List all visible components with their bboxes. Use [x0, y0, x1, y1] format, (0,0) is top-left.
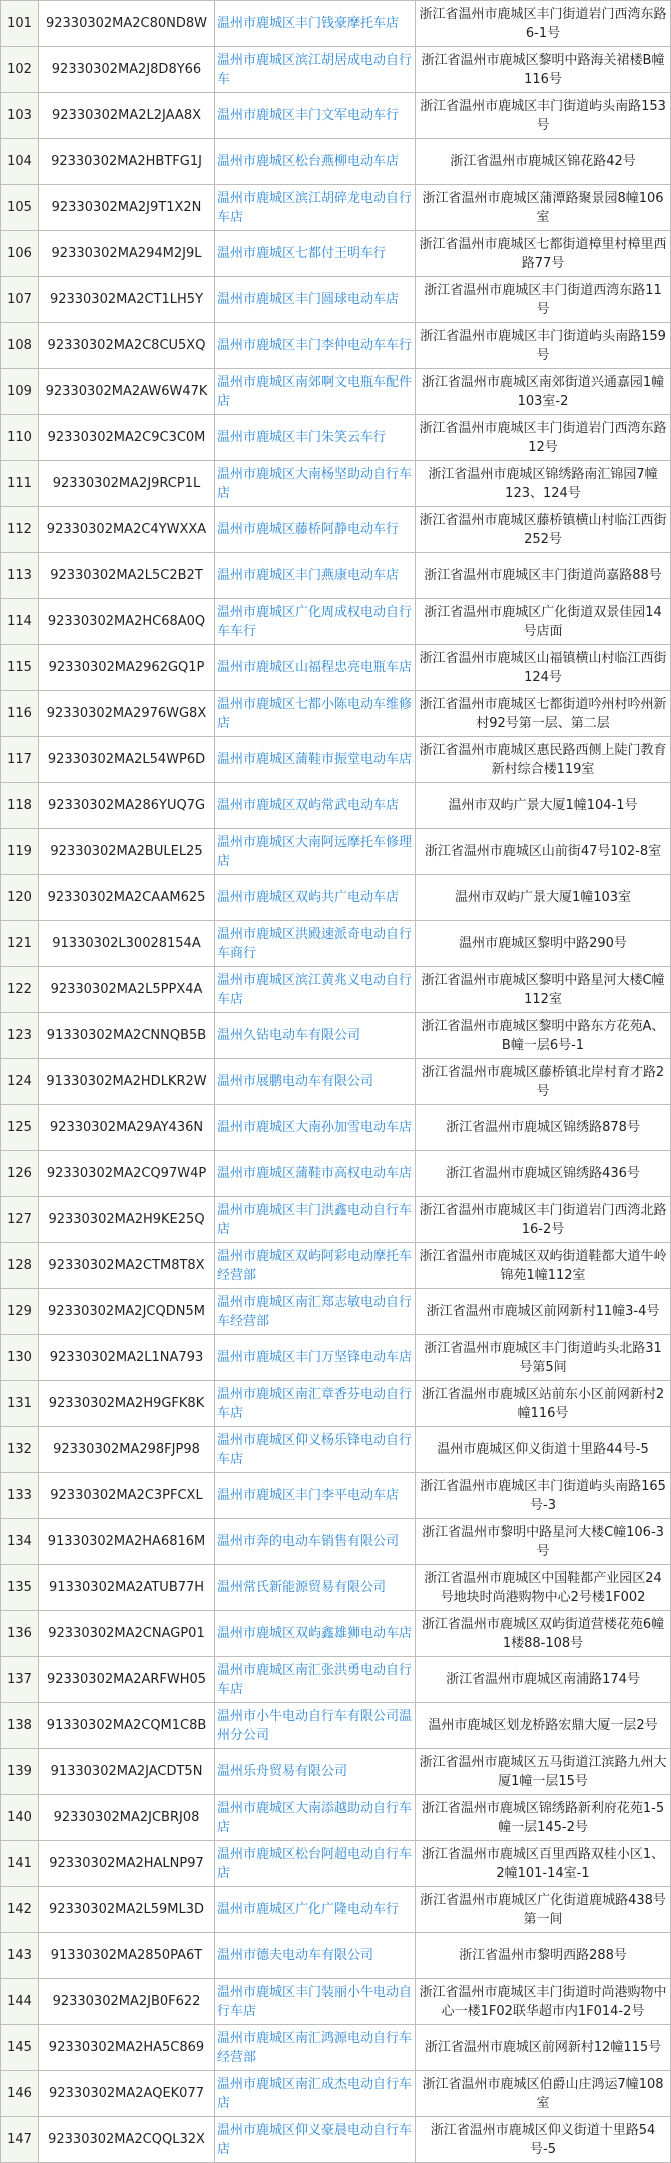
business-name-link[interactable]: 温州市鹿城区大南添越助动自行车店 [217, 1800, 413, 1835]
table-row [1, 1565, 671, 1611]
credit-code-cell: 92330302MA2C8CU5XQ [39, 323, 215, 369]
business-name-cell [215, 1887, 416, 1933]
credit-code-cell: 91330302MA2CNNQB5B [39, 1013, 215, 1059]
address-cell: 浙江省温州市鹿城区南浦路174号 [416, 1657, 671, 1703]
business-name-cell [215, 139, 416, 185]
business-name-link[interactable]: 温州市小牛电动自行车有限公司温州分公司 [217, 1708, 413, 1743]
address-cell: 浙江省温州市鹿城区山福镇横山村临江西街124号 [416, 645, 671, 691]
table-row [1, 1243, 671, 1289]
business-name-link[interactable]: 温州市鹿城区七都付王明车行 [217, 246, 387, 261]
business-name-cell [215, 1565, 416, 1611]
registry-table-body [1, 1, 671, 2163]
row-index: 140 [1, 1795, 39, 1841]
address-cell: 浙江省温州市鹿城区双屿街道鞋都大道牛岭锦苑1幢112室 [416, 1243, 671, 1289]
row-index: 104 [1, 139, 39, 185]
table-row [1, 1841, 671, 1887]
address-cell: 浙江省温州市鹿城区伯爵山庄鸿运7幢108室 [416, 2071, 671, 2117]
credit-code-cell: 92330302MA2HA5C869 [39, 2025, 215, 2071]
business-name-link[interactable]: 温州市鹿城区南汇鸿源电动自行车经营部 [217, 2030, 413, 2065]
credit-code-cell: 92330302MA2L54WP6D [39, 737, 215, 783]
row-index: 102 [1, 47, 39, 93]
table-row [1, 599, 671, 645]
credit-code-cell: 92330302MA2J8D8Y66 [39, 47, 215, 93]
business-name-link[interactable]: 温州市鹿城区丰门圆球电动车店 [217, 292, 400, 307]
business-name-link[interactable]: 温州市鹿城区蒲鞋市高权电动车店 [217, 1166, 413, 1181]
table-row [1, 2117, 671, 2163]
business-name-cell [215, 1289, 416, 1335]
table-row [1, 323, 671, 369]
table-row [1, 47, 671, 93]
business-name-cell [215, 1059, 416, 1105]
address-cell: 浙江省温州市鹿城区前网新村12幢115号 [416, 2025, 671, 2071]
row-index: 121 [1, 921, 39, 967]
row-index: 120 [1, 875, 39, 921]
row-index: 123 [1, 1013, 39, 1059]
business-name-link[interactable]: 温州市鹿城区大南阿远摩托车修理店 [217, 834, 413, 869]
address-cell: 浙江省温州市鹿城区藤桥镇北岸村育才路2号 [416, 1059, 671, 1105]
credit-code-cell: 92330302MA294M2J9L [39, 231, 215, 277]
credit-code-cell: 92330302MA2H9KE25Q [39, 1197, 215, 1243]
row-index: 144 [1, 1979, 39, 2025]
table-row [1, 1335, 671, 1381]
row-index: 101 [1, 1, 39, 47]
table-row [1, 967, 671, 1013]
row-index: 122 [1, 967, 39, 1013]
business-name-link[interactable]: 温州市德夫电动车有限公司 [217, 1948, 374, 1963]
credit-code-cell: 92330302MA2H9GFK8K [39, 1381, 215, 1427]
business-name-link[interactable]: 温州市鹿城区七都小陈电动车维修店 [217, 696, 413, 731]
table-row [1, 1933, 671, 1979]
business-name-cell [215, 415, 416, 461]
table-row [1, 2071, 671, 2117]
business-name-link[interactable]: 温州市鹿城区广化周成权电动自行车车行 [217, 604, 413, 639]
business-name-link[interactable]: 温州市鹿城区丰门燕康电动车店 [217, 568, 400, 583]
business-name-cell [215, 93, 416, 139]
business-name-link[interactable]: 温州市鹿城区大南杨坚助动自行车店 [217, 466, 413, 501]
row-index: 146 [1, 2071, 39, 2117]
business-name-link[interactable]: 温州市鹿城区滨江胡居成电动自行车 [217, 52, 413, 87]
business-name-cell [215, 921, 416, 967]
row-index: 112 [1, 507, 39, 553]
address-cell: 浙江省温州市鹿城区南郊街道兴通嘉园1幢103室-2 [416, 369, 671, 415]
row-index: 138 [1, 1703, 39, 1749]
business-name-cell [215, 783, 416, 829]
address-cell: 浙江省温州市鹿城区双屿街道营楼花苑6幢1楼88-108号 [416, 1611, 671, 1657]
credit-code-cell: 91330302MA2CQM1C8B [39, 1703, 215, 1749]
business-name-link[interactable]: 温州市鹿城区丰门李平电动车店 [217, 1488, 400, 1503]
credit-code-cell: 92330302MA2L2JAA8X [39, 93, 215, 139]
business-name-cell [215, 277, 416, 323]
business-name-cell [215, 1243, 416, 1289]
address-cell: 浙江省温州市鹿城区丰门街道屿头南路159号 [416, 323, 671, 369]
business-name-cell [215, 1749, 416, 1795]
table-row [1, 369, 671, 415]
credit-code-cell: 92330302MA29AY436N [39, 1105, 215, 1151]
business-name-cell [215, 1427, 416, 1473]
table-row [1, 2025, 671, 2071]
table-row [1, 1059, 671, 1105]
credit-code-cell: 92330302MA2CAAM625 [39, 875, 215, 921]
row-index: 141 [1, 1841, 39, 1887]
business-name-cell [215, 967, 416, 1013]
address-cell: 浙江省温州市鹿城区丰门街道屿头南路153号 [416, 93, 671, 139]
business-name-link[interactable]: 温州市鹿城区藤桥阿静电动车行 [217, 522, 400, 537]
business-name-cell [215, 691, 416, 737]
row-index: 103 [1, 93, 39, 139]
business-name-cell [215, 1611, 416, 1657]
business-name-cell [215, 645, 416, 691]
address-cell: 浙江省温州市鹿城区蒲潭路聚景园8幢106室 [416, 185, 671, 231]
credit-code-cell: 92330302MA2HBTFG1J [39, 139, 215, 185]
row-index: 127 [1, 1197, 39, 1243]
address-cell: 浙江省温州市鹿城区丰门街道岩门西湾东路12号 [416, 415, 671, 461]
table-row [1, 553, 671, 599]
table-row [1, 139, 671, 185]
row-index: 124 [1, 1059, 39, 1105]
table-row [1, 1887, 671, 1933]
row-index: 115 [1, 645, 39, 691]
business-name-link[interactable]: 温州市鹿城区丰门装丽小牛电动自行车店 [217, 1984, 413, 2019]
business-name-link[interactable]: 温州乐舟贸易有限公司 [217, 1764, 348, 1779]
credit-code-cell: 91330302MA2HA6816M [39, 1519, 215, 1565]
business-name-link[interactable]: 温州市鹿城区蒲鞋市振堂电动车店 [217, 752, 413, 767]
table-row [1, 1611, 671, 1657]
table-row [1, 231, 671, 277]
table-row [1, 921, 671, 967]
business-name-link[interactable]: 温州市奔的电动车销售有限公司 [217, 1534, 400, 1549]
address-cell: 浙江省温州市鹿城区广化街道鹿城路438号第一间 [416, 1887, 671, 1933]
table-row [1, 185, 671, 231]
business-name-link[interactable]: 温州市鹿城区广化广隆电动车行 [217, 1902, 400, 1917]
credit-code-cell: 92330302MA2BULEL25 [39, 829, 215, 875]
credit-code-cell: 92330302MA2J9T1X2N [39, 185, 215, 231]
business-name-cell [215, 1151, 416, 1197]
business-name-cell [215, 1657, 416, 1703]
business-name-link[interactable]: 温州市鹿城区仰义豪晨电动自行车店 [217, 2122, 413, 2157]
business-name-link[interactable]: 温州市鹿城区南汇张洪勇电动自行车店 [217, 1662, 413, 1697]
address-cell: 浙江省温州市鹿城区五马街道江滨路九州大厦1幢一层15号 [416, 1749, 671, 1795]
business-name-cell [215, 1105, 416, 1151]
row-index: 139 [1, 1749, 39, 1795]
business-name-link[interactable]: 温州市展鹏电动车有限公司 [217, 1074, 374, 1089]
business-name-link[interactable]: 温州市鹿城区大南孙加雪电动车店 [217, 1120, 413, 1135]
credit-code-cell: 92330302MA2C4YWXXA [39, 507, 215, 553]
business-name-cell [215, 599, 416, 645]
credit-code-cell: 91330302MA2HDLKR2W [39, 1059, 215, 1105]
business-name-cell [215, 1473, 416, 1519]
row-index: 117 [1, 737, 39, 783]
table-row [1, 415, 671, 461]
credit-code-cell: 92330302MA2ARFWH05 [39, 1657, 215, 1703]
business-name-cell [215, 1519, 416, 1565]
table-row [1, 1381, 671, 1427]
row-index: 116 [1, 691, 39, 737]
business-name-cell [215, 553, 416, 599]
business-name-link[interactable]: 温州市鹿城区松台阿超电动自行车店 [217, 1846, 413, 1881]
table-row [1, 1703, 671, 1749]
business-name-cell [215, 2071, 416, 2117]
address-cell: 浙江省温州市鹿城区黎明中路星河大楼C幢112室 [416, 967, 671, 1013]
business-name-cell [215, 737, 416, 783]
address-cell: 浙江省温州市黎明西路288号 [416, 1933, 671, 1979]
row-index: 136 [1, 1611, 39, 1657]
credit-code-cell: 92330302MA2AQEK077 [39, 2071, 215, 2117]
row-index: 119 [1, 829, 39, 875]
address-cell: 浙江省温州市鹿城区丰门街道屿头南路165号-3 [416, 1473, 671, 1519]
address-cell: 浙江省温州市鹿城区锦绣路436号 [416, 1151, 671, 1197]
address-cell: 浙江省温州市鹿城区丰门街道西湾东路11号 [416, 277, 671, 323]
row-index: 147 [1, 2117, 39, 2163]
credit-code-cell: 92330302MA2CQ97W4P [39, 1151, 215, 1197]
credit-code-cell: 92330302MA2C9C3C0M [39, 415, 215, 461]
row-index: 126 [1, 1151, 39, 1197]
business-name-cell [215, 1703, 416, 1749]
address-cell: 浙江省温州市鹿城区七都街道吟州村吟州新村92号第一层、第二层 [416, 691, 671, 737]
address-cell: 温州市双屿广景大厦1幢104-1号 [416, 783, 671, 829]
credit-code-cell: 92330302MA2CQQL32X [39, 2117, 215, 2163]
business-name-cell [215, 2025, 416, 2071]
table-row [1, 1979, 671, 2025]
row-index: 137 [1, 1657, 39, 1703]
row-index: 132 [1, 1427, 39, 1473]
address-cell: 浙江省温州市鹿城区黎明中路海关裙楼B幢116号 [416, 47, 671, 93]
address-cell: 浙江省温州市鹿城区丰门街道岩门西湾东路6-1号 [416, 1, 671, 47]
business-name-link[interactable]: 温州市鹿城区丰门洪鑫电动自行车店 [217, 1202, 413, 1237]
credit-code-cell: 92330302MA2JB0F622 [39, 1979, 215, 2025]
table-row [1, 829, 671, 875]
business-name-link[interactable]: 温州市鹿城区丰门文军电动车行 [217, 108, 400, 123]
business-name-cell [215, 1013, 416, 1059]
address-cell: 浙江省温州市鹿城区丰门街道岩门西湾北路16-2号 [416, 1197, 671, 1243]
address-cell: 温州市双屿广景大厦1幢103室 [416, 875, 671, 921]
table-row [1, 645, 671, 691]
business-name-cell [215, 1933, 416, 1979]
table-row [1, 691, 671, 737]
table-row [1, 1, 671, 47]
business-name-link[interactable]: 温州市鹿城区丰门万坚锋电动车店 [217, 1350, 413, 1365]
row-index: 143 [1, 1933, 39, 1979]
business-name-cell [215, 1197, 416, 1243]
table-row [1, 875, 671, 921]
row-index: 107 [1, 277, 39, 323]
table-row [1, 1519, 671, 1565]
row-index: 111 [1, 461, 39, 507]
business-name-link[interactable]: 温州市鹿城区仰义杨乐锋电动自行车店 [217, 1432, 413, 1467]
table-row [1, 1427, 671, 1473]
table-row [1, 93, 671, 139]
address-cell: 浙江省温州市鹿城区锦绣路南汇锦园7幢123、124号 [416, 461, 671, 507]
row-index: 106 [1, 231, 39, 277]
credit-code-cell: 92330302MA2C80ND8W [39, 1, 215, 47]
business-name-cell [215, 1, 416, 47]
address-cell: 浙江省温州市鹿城区藤桥镇横山村临江西街252号 [416, 507, 671, 553]
credit-code-cell: 92330302MA2HALNP97 [39, 1841, 215, 1887]
business-name-cell [215, 829, 416, 875]
credit-code-cell: 92330302MA2JCBRJ08 [39, 1795, 215, 1841]
table-row [1, 783, 671, 829]
table-row [1, 507, 671, 553]
business-name-link[interactable]: 温州市鹿城区滨江胡碎龙电动自行车店 [217, 190, 413, 225]
address-cell: 浙江省温州市鹿城区丰门街道时尚港购物中心一楼1F02联华超市内1F014-2号 [416, 1979, 671, 2025]
credit-code-cell: 92330302MA2L1NA793 [39, 1335, 215, 1381]
address-cell: 浙江省温州市黎明中路星河大楼C幢106-3号 [416, 1519, 671, 1565]
credit-code-cell: 91330302MA2JACDT5N [39, 1749, 215, 1795]
address-cell: 浙江省温州市鹿城区仰义街道十里路54号-5 [416, 2117, 671, 2163]
credit-code-cell: 92330302MA2AW6W47K [39, 369, 215, 415]
address-cell: 浙江省温州市鹿城区百里西路双桂小区1、2幢101-14室-1 [416, 1841, 671, 1887]
address-cell: 浙江省温州市鹿城区惠民路西侧上陡门教育新村综合楼119室 [416, 737, 671, 783]
business-name-link[interactable]: 温州市鹿城区双屿鑫雄狮电动车店 [217, 1626, 413, 1641]
table-row [1, 461, 671, 507]
business-name-link[interactable]: 温州市鹿城区双屿阿彩电动摩托车经营部 [217, 1248, 413, 1283]
table-row [1, 1105, 671, 1151]
address-cell: 浙江省温州市鹿城区锦花路42号 [416, 139, 671, 185]
address-cell: 浙江省温州市鹿城区丰门街道尚嘉路88号 [416, 553, 671, 599]
table-row [1, 1749, 671, 1795]
row-index: 134 [1, 1519, 39, 1565]
business-name-cell [215, 369, 416, 415]
business-name-cell [215, 185, 416, 231]
business-name-link[interactable]: 温州市鹿城区南汇成杰电动自行车店 [217, 2076, 413, 2111]
address-cell: 浙江省温州市鹿城区前网新村11幢3-4号 [416, 1289, 671, 1335]
credit-code-cell: 92330302MA2C3PFCXL [39, 1473, 215, 1519]
business-name-link[interactable]: 温州市鹿城区洪殿速派奇电动自行车商行 [217, 926, 413, 961]
credit-code-cell: 92330302MA2CT1LH5Y [39, 277, 215, 323]
business-name-link[interactable]: 温州市鹿城区双屿常武电动车店 [217, 798, 400, 813]
row-index: 130 [1, 1335, 39, 1381]
credit-code-cell: 92330302MA2L5C2B2T [39, 553, 215, 599]
row-index: 105 [1, 185, 39, 231]
credit-code-cell: 91330302MA2850PA6T [39, 1933, 215, 1979]
address-cell: 浙江省温州市鹿城区山前街47号102-8室 [416, 829, 671, 875]
row-index: 109 [1, 369, 39, 415]
business-name-link[interactable]: 温州市鹿城区南汇章香芬电动自行车店 [217, 1386, 413, 1421]
address-cell: 浙江省温州市鹿城区黎明中路东方花苑A、B幢一层6号-1 [416, 1013, 671, 1059]
business-name-link[interactable]: 温州市鹿城区山福程忠亮电瓶车店 [217, 660, 413, 675]
credit-code-cell: 92330302MA2L5PPX4A [39, 967, 215, 1013]
address-cell: 温州市鹿城区划龙桥路宏鼎大厦一层2号 [416, 1703, 671, 1749]
business-name-link[interactable]: 温州市鹿城区丰门李仲电动车车行 [217, 338, 413, 353]
table-row [1, 737, 671, 783]
row-index: 110 [1, 415, 39, 461]
business-name-cell [215, 1841, 416, 1887]
credit-code-cell: 92330302MA2962GQ1P [39, 645, 215, 691]
credit-code-cell: 92330302MA2L59ML3D [39, 1887, 215, 1933]
business-name-link[interactable]: 温州市鹿城区丰门钱豪摩托车店 [217, 16, 400, 31]
table-row [1, 1473, 671, 1519]
business-name-link[interactable]: 温州市鹿城区南郊啊文电瓶车配件店 [217, 374, 413, 409]
table-row [1, 1013, 671, 1059]
row-index: 114 [1, 599, 39, 645]
row-index: 125 [1, 1105, 39, 1151]
table-row [1, 1795, 671, 1841]
row-index: 128 [1, 1243, 39, 1289]
credit-code-cell: 92330302MA286YUQ7G [39, 783, 215, 829]
row-index: 133 [1, 1473, 39, 1519]
credit-code-cell: 91330302L30028154A [39, 921, 215, 967]
business-name-cell [215, 1335, 416, 1381]
business-name-link[interactable]: 温州市鹿城区丰门朱笑云车行 [217, 430, 387, 445]
address-cell: 温州市鹿城区黎明中路290号 [416, 921, 671, 967]
row-index: 145 [1, 2025, 39, 2071]
business-name-cell [215, 507, 416, 553]
business-name-cell [215, 47, 416, 93]
business-name-cell [215, 875, 416, 921]
business-name-cell [215, 231, 416, 277]
address-cell: 浙江省温州市鹿城区站前东小区前网新村2幢116号 [416, 1381, 671, 1427]
business-name-cell [215, 1795, 416, 1841]
address-cell: 浙江省温州市鹿城区中国鞋都产业园区24号地块时尚港购物中心2号楼1F002 [416, 1565, 671, 1611]
row-index: 131 [1, 1381, 39, 1427]
credit-code-cell: 92330302MA298FJP98 [39, 1427, 215, 1473]
row-index: 108 [1, 323, 39, 369]
address-cell: 浙江省温州市鹿城区锦绣路新利府花苑1-5幢一层145-2号 [416, 1795, 671, 1841]
credit-code-cell: 92330302MA2JCQDN5M [39, 1289, 215, 1335]
credit-code-cell: 92330302MA2J9RCP1L [39, 461, 215, 507]
business-name-link[interactable]: 温州市鹿城区南汇郑志敏电动自行车经营部 [217, 1294, 413, 1329]
credit-code-cell: 92330302MA2HC68A0Q [39, 599, 215, 645]
credit-code-cell: 92330302MA2976WG8X [39, 691, 215, 737]
row-index: 129 [1, 1289, 39, 1335]
credit-code-cell: 92330302MA2CTM8T8X [39, 1243, 215, 1289]
table-row [1, 277, 671, 323]
credit-code-cell: 92330302MA2CNAGP01 [39, 1611, 215, 1657]
business-name-cell [215, 2117, 416, 2163]
business-name-link[interactable]: 温州久钻电动车有限公司 [217, 1028, 361, 1043]
row-index: 118 [1, 783, 39, 829]
address-cell: 温州市鹿城区仰义街道十里路44号-5 [416, 1427, 671, 1473]
business-name-cell [215, 1979, 416, 2025]
business-name-link[interactable]: 温州市鹿城区松台燕柳电动车店 [217, 154, 400, 169]
business-name-cell [215, 323, 416, 369]
address-cell: 浙江省温州市鹿城区锦绣路878号 [416, 1105, 671, 1151]
row-index: 113 [1, 553, 39, 599]
row-index: 135 [1, 1565, 39, 1611]
address-cell: 浙江省温州市鹿城区丰门街道屿头北路31号第5间 [416, 1335, 671, 1381]
business-name-cell [215, 1381, 416, 1427]
row-index: 142 [1, 1887, 39, 1933]
business-name-link[interactable]: 温州市鹿城区滨江黄兆义电动自行车店 [217, 972, 413, 1007]
table-row [1, 1657, 671, 1703]
address-cell: 浙江省温州市鹿城区七都街道樟里村樟里西路77号 [416, 231, 671, 277]
business-name-link[interactable]: 温州市鹿城区双屿共广电动车店 [217, 890, 400, 905]
address-cell: 浙江省温州市鹿城区广化街道双景佳园14号店面 [416, 599, 671, 645]
table-row [1, 1197, 671, 1243]
table-row [1, 1151, 671, 1197]
table-row [1, 1289, 671, 1335]
business-name-cell [215, 461, 416, 507]
credit-code-cell: 91330302MA2ATUB77H [39, 1565, 215, 1611]
business-name-link[interactable]: 温州常氏新能源贸易有限公司 [217, 1580, 387, 1595]
